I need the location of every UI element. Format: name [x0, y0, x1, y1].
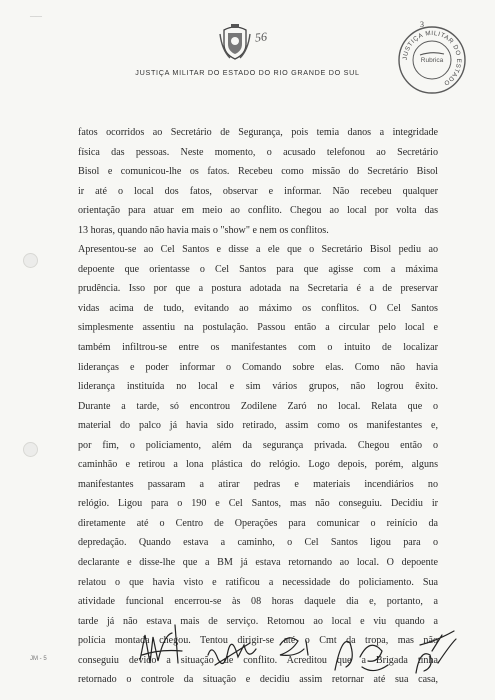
text-line: fatos ocorridos ao Secretário de Segurança, pois temia danos a integridade	[78, 127, 438, 138]
text-line: diretamente até o Centro de Operações para comunicar o reinício da	[78, 517, 438, 529]
signature-5	[416, 631, 456, 673]
text-line: declarante e disse-lhe que a BM já estava retornando ao local. O depoente	[78, 557, 438, 569]
text-line: prudência. Isso por que a postura adotada na Secretaria é a de preservar	[78, 283, 438, 295]
seal-center-text: Rubrica	[420, 57, 444, 64]
text-line: também infiltrou-se entre os manifestantes com o intuito de localizar	[78, 342, 438, 354]
text-line: conseguiu devido a situação de conflito. Acreditou que a Brigada tinha	[78, 654, 438, 666]
text-line: Durante a tarde, só encontrou Zodilene Zaró no local. Relata que o	[78, 400, 438, 412]
top-corner-mark: ——	[30, 14, 42, 20]
testimony-body	[78, 123, 438, 690]
text-line: física das pessoas. Neste momento, o acusado telefonou ao Secretário	[78, 146, 438, 158]
text-line: relógio. Ligou para o 190 e Cel Santos, mas não conseguiu. Decidiu ir	[78, 498, 438, 510]
signature-4	[335, 642, 388, 671]
text-line: 13 horas, quando não havia mais o "show" e nem os conflitos.	[78, 224, 329, 236]
seal-arc-text: JUSTIÇA MILITAR DO ESTADO	[401, 29, 463, 87]
signatures-area	[120, 615, 465, 685]
text-line: orientação para atuar em meio ao conflito. Chegou ao local por volta das	[78, 205, 438, 217]
page-number: 3	[420, 20, 424, 29]
signature-3	[280, 638, 308, 656]
text-line: atividade funcional encerrou-se às 08 horas daquele dia e, portanto, a	[78, 596, 438, 608]
text-line: depoente que orientasse o Cel Santos para que agisse com a máxima	[78, 263, 438, 275]
text-line: material do palco já havia sido retirado, assim como os manifestantes e,	[78, 420, 438, 432]
text-line: Bisol e comunicou-lhe os fatos. Recebeu como missão do Secretário Bisol	[78, 166, 438, 178]
coat-of-arms-icon	[218, 22, 252, 62]
text-line: Apresentou-se ao Cel Santos e disse a ele que o Secretário Bisol pediu ao	[78, 244, 438, 256]
handwritten-folio-number: 56	[254, 29, 268, 45]
text-line: manifestantes passaram a atirar pedras e materiais incendiários no	[78, 478, 438, 490]
text-line: depredação. Quando estava a caminho, o Cel Santos ligou para o	[78, 537, 438, 549]
punch-hole	[23, 442, 38, 457]
text-line: simplesmente assentiu na postulação. Passou então a circular pelo local e	[78, 322, 438, 334]
letterhead-title: JUSTIÇA MILITAR DO ESTADO DO RIO GRANDE DO SUL	[135, 68, 360, 77]
punch-hole	[23, 253, 38, 268]
text-line: lideranças e poder informar o Comando sobre elas. Como não havia	[78, 361, 438, 373]
form-code: JM - 5	[30, 656, 47, 662]
signature-1	[140, 625, 182, 663]
text-line: retornado o controle da situação e decidiu assim retornar até sua casa,	[78, 674, 438, 686]
text-line: caminhão e retirou a lona plástica do relógio. Logo depois, porém, alguns	[78, 459, 438, 471]
text-line: polícia montada chegou. Tentou dirigir-se até o Cmt da tropa, mas não	[78, 635, 438, 647]
text-line: relatou o que havia visto e ratificou a necessidade do policiamento. Sua	[78, 576, 438, 588]
text-line: tarde já não estava mais de serviço. Retornou ao local e viu quando a	[78, 615, 438, 627]
signature-2	[208, 643, 256, 665]
court-rubber-stamp	[396, 24, 468, 96]
text-line: ir até o local dos fatos, observar e informar. Não recebeu qualquer	[78, 185, 438, 197]
text-line: liderança instituída no local e sim vários grupos, não logrou êxito.	[78, 381, 438, 393]
text-line: por fim, o policiamento, além da segurança privada. Chegou então o	[78, 439, 438, 451]
text-line: vidas acima de tudo, evitando ao máximo os conflitos. O Cel Santos	[78, 302, 438, 314]
